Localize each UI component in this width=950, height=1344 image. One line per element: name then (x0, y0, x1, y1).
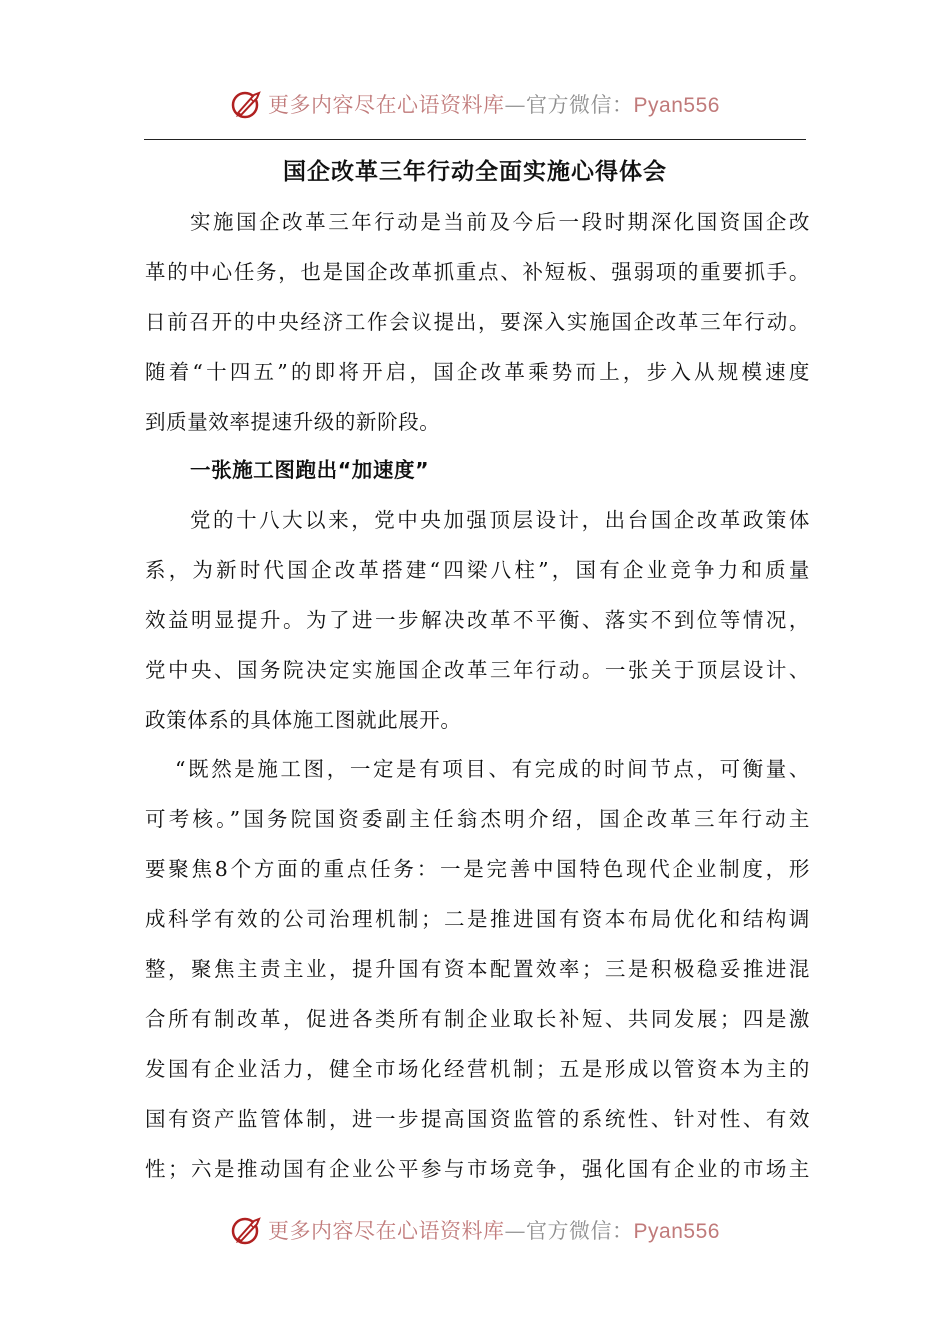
paragraph-1 (145, 197, 810, 447)
paragraph-line: 要聚焦8个方面的重点任务：一是完善中国特色现代企业制度，形 (145, 857, 810, 881)
paragraph-line: 成科学有效的公司治理机制；二是推进国有资本布局优化和结构调 (145, 907, 810, 931)
header-banner-slogan: 更多内容尽在心语资料库 (268, 93, 505, 117)
paragraph-line: 系，为新时代国企改革搭建“四梁八柱”，国有企业竞争力和质量 (145, 558, 810, 582)
footer-banner-slogan: 更多内容尽在心语资料库 (268, 1219, 505, 1243)
paragraph-line: 日前召开的中央经济工作会议提出，要深入实施国企改革三年行动。 (145, 310, 810, 334)
paragraph-line: “既然是施工图，一定是有项目、有完成的时间节点，可衡量、 (175, 757, 810, 781)
header-banner-text (268, 89, 720, 119)
section-heading: 一张施工图跑出“加速度” (190, 458, 430, 482)
footer-banner (0, 1208, 950, 1252)
header-banner-separator: — (504, 93, 527, 117)
footer-banner-text (268, 1215, 720, 1245)
paragraph-line: 效益明显提升。为了进一步解决改革不平衡、落实不到位等情况， (145, 608, 810, 632)
footer-wechat-id: Pyan556 (633, 1220, 720, 1243)
paragraph-3 (145, 744, 810, 1194)
paragraph-line: 党的十八大以来，党中央加强顶层设计，出台国企改革政策体 (190, 508, 810, 532)
paragraph-line: 党中央、国务院决定实施国企改革三年行动。一张关于顶层设计、 (145, 658, 810, 682)
paragraph-line: 可考核。”国务院国资委副主任翁杰明介绍，国企改革三年行动主 (145, 807, 810, 831)
header-divider (144, 139, 806, 140)
footer-banner-separator: — (504, 1219, 527, 1243)
document-title: 国企改革三年行动全面实施心得体会 (283, 159, 667, 185)
section-heading-container (145, 445, 810, 495)
paragraph-line: 到质量效率提速升级的新阶段。 (145, 410, 441, 434)
paragraph-line: 合所有制改革，促进各类所有制企业取长补短、共同发展；四是激 (145, 1007, 810, 1031)
header-banner (0, 82, 950, 126)
paragraph-line: 政策体系的具体施工图就此展开。 (145, 708, 462, 732)
paragraph-line: 国有资产监管体制，进一步提高国资监管的系统性、针对性、有效 (145, 1107, 810, 1131)
footer-wechat-label: 官方微信： (526, 1219, 634, 1243)
paragraph-line: 革的中心任务，也是国企改革抓重点、补短板、强弱项的重要抓手。 (145, 260, 810, 284)
pen-nib-logo-icon (230, 1213, 264, 1247)
paragraph-line: 性；六是推动国有企业公平参与市场竞争，强化国有企业的市场主 (145, 1157, 810, 1181)
header-wechat-label: 官方微信： (526, 93, 634, 117)
paragraph-line: 实施国企改革三年行动是当前及今后一段时期深化国资国企改 (190, 210, 810, 234)
paragraph-line: 随着“十四五”的即将开启，国企改革乘势而上，步入从规模速度 (145, 360, 810, 384)
paragraph-2 (145, 495, 810, 745)
pen-nib-logo-icon (230, 87, 264, 121)
header-wechat-id: Pyan556 (633, 94, 720, 117)
paragraph-line: 整，聚焦主责主业，提升国有资本配置效率；三是积极稳妥推进混 (145, 957, 810, 981)
paragraph-line: 发国有企业活力，健全市场化经营机制；五是形成以管资本为主的 (145, 1057, 810, 1081)
